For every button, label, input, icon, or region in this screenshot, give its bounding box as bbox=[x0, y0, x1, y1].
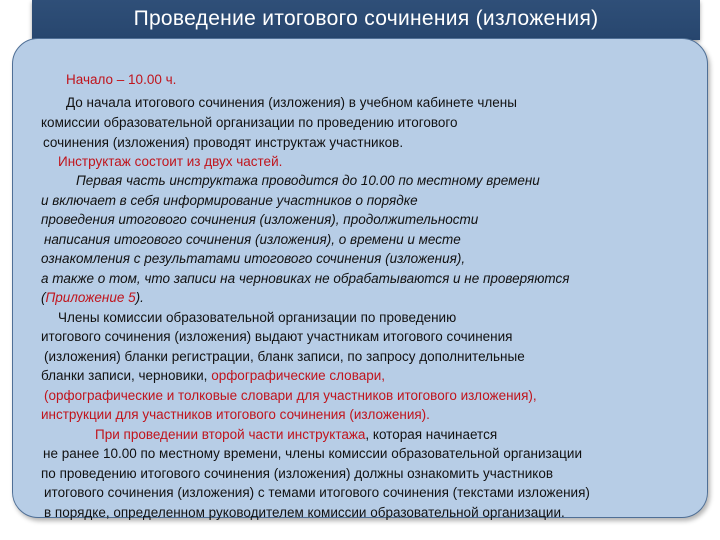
text-segment: Приложение 5 bbox=[45, 290, 136, 305]
text-segment: ). bbox=[135, 290, 144, 305]
slide-title: Проведение итогового сочинения (изложения) bbox=[133, 7, 599, 30]
text-segment: ( bbox=[41, 290, 46, 305]
text-line bbox=[41, 290, 144, 306]
text-line bbox=[41, 251, 465, 267]
text-segment: , которая начинается bbox=[365, 427, 498, 442]
text-segment: ознакомления с результатами итогового сочинения (изложения), bbox=[41, 251, 466, 266]
text-line bbox=[66, 72, 176, 88]
text-segment: (орфографические и толковые словари для участников итогового изложения), bbox=[44, 388, 537, 403]
text-segment: итогового сочинения (изложения) выдают участникам итогового сочинения bbox=[41, 329, 513, 344]
text-line bbox=[41, 115, 458, 131]
text-line bbox=[44, 505, 565, 521]
text-segment: Члены комиссии образовательной организации по проведению bbox=[58, 310, 457, 325]
text-segment: Начало – 10.00 ч. bbox=[66, 72, 177, 87]
text-line bbox=[58, 310, 456, 326]
text-line bbox=[41, 466, 553, 482]
text-segment: написания итогового сочинения (изложения), о времени и месте bbox=[44, 232, 461, 247]
text-segment: До начала итогового сочинения (изложения) в учебном кабинете члены bbox=[66, 95, 517, 110]
text-line bbox=[43, 446, 582, 462]
title-bar bbox=[32, 0, 700, 40]
text-line bbox=[44, 349, 525, 365]
text-line bbox=[41, 193, 418, 209]
text-line bbox=[43, 135, 403, 151]
text-line bbox=[41, 329, 512, 345]
text-line bbox=[41, 271, 569, 287]
text-segment: а также о том, что записи на черновиках не обрабатываются и не проверяются bbox=[41, 271, 570, 286]
text-segment: комиссии образовательной организации по проведению итогового bbox=[41, 115, 458, 130]
text-line bbox=[44, 232, 461, 248]
text-segment: (изложения) бланки регистрации, бланк записи, по запросу дополнительные bbox=[44, 349, 525, 364]
text-line bbox=[76, 173, 540, 189]
text-segment: и включает в себя информирование участников о порядке bbox=[41, 193, 418, 208]
text-line bbox=[41, 368, 385, 384]
text-segment: сочинения (изложения) проводят инструктаж участников. bbox=[43, 135, 404, 150]
text-segment: орфографические словари, bbox=[211, 368, 386, 383]
text-segment: итогового сочинения (изложения) с темами итогового сочинения (текстами изложения) bbox=[44, 485, 590, 500]
text-line bbox=[44, 388, 537, 404]
text-segment: проведения итогового сочинения (изложения), продолжительности bbox=[41, 212, 479, 227]
text-segment: бланки записи, черновики, bbox=[41, 368, 212, 383]
text-line bbox=[58, 154, 282, 170]
text-segment: При проведении второй части инструктажа bbox=[95, 427, 366, 442]
text-line bbox=[44, 485, 590, 501]
text-line bbox=[41, 407, 430, 423]
text-segment: по проведению итогового сочинения (изложения) должны ознакомить участников bbox=[41, 466, 554, 481]
text-line bbox=[95, 427, 497, 443]
text-segment: в порядке, определенном руководителем комиссии образовательной организации. bbox=[44, 505, 565, 520]
text-segment: инструкции для участников итогового сочинения (изложения). bbox=[41, 407, 430, 422]
text-segment: Инструктаж состоит из двух частей. bbox=[58, 154, 283, 169]
text-line bbox=[66, 95, 517, 111]
text-segment: Первая часть инструктажа проводится до 10.00 по местному времени bbox=[76, 173, 540, 188]
text-line bbox=[41, 212, 478, 228]
text-segment: не ранее 10.00 по местному времени, члены комиссии образовательной организации bbox=[43, 446, 582, 461]
